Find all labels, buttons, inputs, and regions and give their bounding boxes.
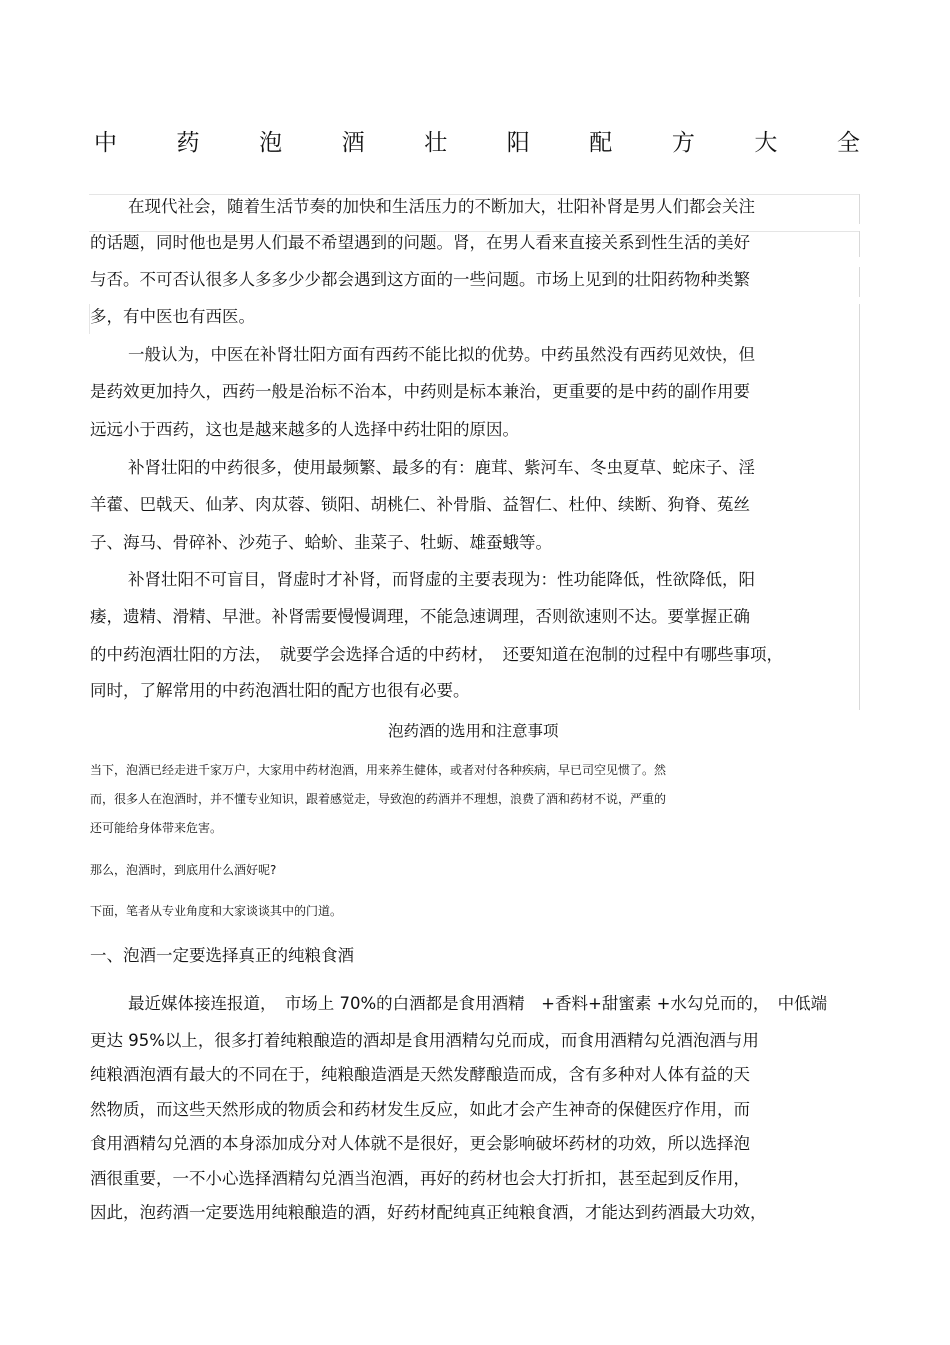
body-line: 最近媒体接连报道， 市场上 70%的白酒都是食用酒精 +香料+甜蜜素 +水勾兑而的， 中低端 bbox=[128, 994, 828, 1013]
small-text-line: 当下，泡酒已经走进千家万户，大家用中药材泡酒，用来养生健体，或者对付各种疾病，早已司空见惯了。然 bbox=[90, 763, 667, 777]
title-char: 泡 bbox=[259, 130, 283, 156]
intro-line: 同时，了解常用的中药泡酒壮阳的配方也很有必要。 bbox=[90, 681, 470, 700]
frame-divider bbox=[859, 304, 860, 710]
small-text-line: 那么，泡酒时，到底用什么酒好呢? bbox=[90, 863, 277, 877]
section-heading: 泡药酒的选用和注意事项 bbox=[388, 722, 559, 740]
intro-line: 是药效更加持久，西药一般是治标不治本，中药则是标本兼治，更重要的是中药的副作用要 bbox=[90, 382, 750, 401]
title-char: 大 bbox=[754, 130, 778, 156]
intro-line: 子、海马、骨碎补、沙苑子、蛤蚧、韭菜子、牡蛎、雄蚕蛾等。 bbox=[90, 533, 552, 552]
body-line: 更达 95%以上，很多打着纯粮酿造的酒却是食用酒精勾兑而成，而食用酒精勾兑酒泡酒与用 bbox=[90, 1031, 759, 1050]
intro-line: 一般认为，中医在补肾壮阳方面有西药不能比拟的优势。中药虽然没有西药见效快，但 bbox=[128, 345, 755, 364]
small-text-line: 还可能给身体带来危害。 bbox=[90, 821, 223, 835]
small-text-line: 下面，笔者从专业角度和大家谈谈其中的门道。 bbox=[90, 904, 343, 918]
subheading: 一、泡酒一定要选择真正的纯粮食酒 bbox=[90, 946, 354, 965]
body-line: 因此，泡药酒一定要选用纯粮酿造的酒，好药材配纯真正纯粮食酒，才能达到药酒最大功效， bbox=[90, 1203, 767, 1222]
document-title bbox=[94, 124, 860, 158]
title-char: 全 bbox=[836, 130, 860, 156]
title-char: 药 bbox=[176, 130, 200, 156]
intro-line: 的话题，同时他也是男人们最不希望遇到的问题。肾，在男人看来直接关系到性生活的美好 bbox=[90, 233, 750, 252]
frame-divider bbox=[859, 231, 860, 257]
intro-line: 痿，遗精、滑精、早泄。补肾需要慢慢调理，不能急速调理，否则欲速则不达。要掌握正确 bbox=[90, 607, 750, 626]
title-char: 方 bbox=[671, 130, 695, 156]
body-line: 食用酒精勾兑酒的本身添加成分对人体就不是很好，更会影响破坏药材的功效，所以选择泡 bbox=[90, 1134, 750, 1153]
title-char: 酒 bbox=[341, 130, 365, 156]
frame-divider bbox=[89, 194, 860, 195]
intro-line: 补肾壮阳的中药很多，使用最频繁、最多的有：鹿茸、紫河车、冬虫夏草、蛇床子、淫 bbox=[128, 458, 755, 477]
frame-divider bbox=[859, 194, 860, 224]
intro-line: 在现代社会，随着生活节奏的加快和生活压力的不断加大，壮阳补肾是男人们都会关注 bbox=[128, 197, 755, 216]
intro-line: 与否。不可否认很多人多多少少都会遇到这方面的一些问题。市场上见到的壮阳药物种类繁 bbox=[90, 270, 750, 289]
body-line: 酒很重要，一不小心选择酒精勾兑酒当泡酒，再好的药材也会大打折扣，甚至起到反作用， bbox=[90, 1169, 750, 1188]
intro-line: 羊藿、巴戟天、仙茅、肉苁蓉、锁阳、胡桃仁、补骨脂、益智仁、杜仲、续断、狗脊、菟丝 bbox=[90, 495, 750, 514]
intro-line: 多，有中医也有西医。 bbox=[90, 307, 255, 326]
title-char: 壮 bbox=[424, 130, 448, 156]
intro-line: 远远小于西药，这也是越来越多的人选择中药壮阳的原因。 bbox=[90, 420, 519, 439]
body-line: 纯粮酒泡酒有最大的不同在于，纯粮酿造酒是天然发酵酿造而成，含有多种对人体有益的天 bbox=[90, 1065, 750, 1084]
title-char: 配 bbox=[589, 130, 613, 156]
title-char: 阳 bbox=[506, 130, 530, 156]
body-line: 然物质，而这些天然形成的物质会和药材发生反应，如此才会产生神奇的保健医疗作用，而 bbox=[90, 1100, 750, 1119]
intro-line: 的中药泡酒壮阳的方法， 就要学会选择合适的中药材， 还要知道在泡制的过程中有哪些事项， bbox=[90, 645, 783, 664]
frame-divider bbox=[859, 267, 860, 297]
small-text-line: 而，很多人在泡酒时，并不懂专业知识，跟着感觉走，导致泡的药酒并不理想，浪费了酒和药材不说，严重的 bbox=[90, 792, 667, 806]
intro-line: 补肾壮阳不可盲目，肾虚时才补肾，而肾虚的主要表现为：性功能降低，性欲降低，阳 bbox=[128, 570, 755, 589]
title-char: 中 bbox=[94, 130, 117, 156]
